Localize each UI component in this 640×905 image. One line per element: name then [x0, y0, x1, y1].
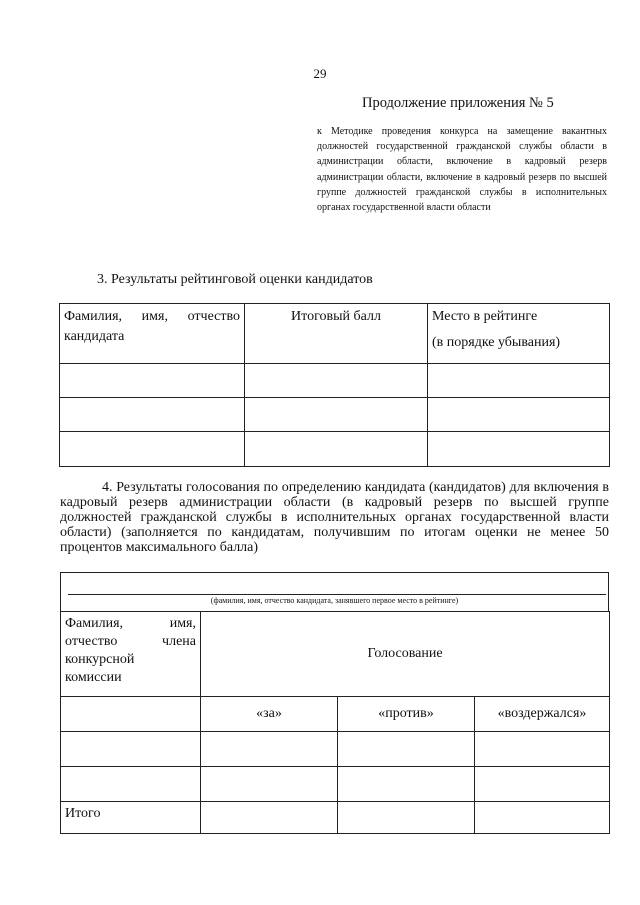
header-vote-abstained: «воздержался» — [475, 697, 610, 732]
appendix-title: Продолжение приложения № 5 — [362, 95, 554, 111]
header-vote-against: «против» — [338, 697, 475, 732]
header-rating-place: Место в рейтинге (в порядке убывания) — [428, 304, 610, 364]
header-commission-member: Фамилия, имя, отчество члена конкурсной комиссии — [61, 612, 201, 697]
table-row — [61, 767, 610, 802]
table-row — [60, 398, 610, 432]
rating-table-header — [60, 304, 610, 364]
header-total-score: Итоговый балл — [245, 304, 428, 364]
table-row — [61, 732, 610, 767]
page-number: 29 — [313, 66, 327, 81]
total-label: Итого — [61, 802, 201, 834]
section3-title: 3. Результаты рейтинговой оценки кандидатов — [97, 272, 373, 287]
candidate-name-line[interactable] — [68, 594, 606, 595]
header-candidate-name: Фамилия, имя, отчество кандидата — [60, 304, 245, 364]
header-voting: Голосование — [201, 612, 610, 697]
candidate-name-caption: (фамилия, имя, отчество кандидата, занявшего первое место в рейтинге) — [210, 596, 459, 605]
table-row — [60, 432, 610, 467]
voting-table-header — [61, 612, 610, 697]
table-row — [60, 364, 610, 398]
section4-text: 4. Результаты голосования по определению кандидата (кандидатов) для включения в кадровый резерв администрации области (в кадровый резерв по высшей группе должностей гражданской службы в исполнительных органах государственной власти области) (заполняется по кандидатам, получившим по итогам оценки не менее 50 процентов максимального балла) — [60, 480, 609, 555]
header-vote-for: «за» — [201, 697, 338, 732]
candidate-name-frame — [60, 572, 609, 612]
appendix-subtitle: к Методике проведения конкурса на замещение вакантных должностей государственной гражданской службы области в администрации области, включение в кадровый резерв администрации области, включение в кадровый резерв по высшей группе должностей гражданской службы в исполнительных органах государственной власти области — [317, 126, 607, 214]
rating-table — [59, 303, 610, 467]
total-row — [61, 802, 610, 834]
voting-subheader-row — [61, 697, 610, 732]
voting-table — [60, 611, 610, 834]
